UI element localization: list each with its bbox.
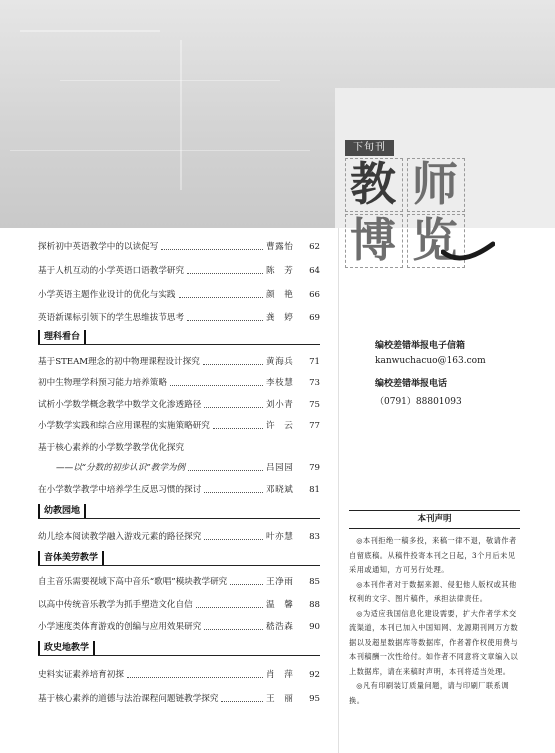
toc-entry-title: 基于核心素养的小学数学教学优化探究 <box>38 443 185 453</box>
toc-entry-title: 基于STEAM理念的初中物理课程设计探究 <box>38 357 200 367</box>
logo-char-3: 博 <box>350 213 396 267</box>
section-header-preschool <box>38 503 86 519</box>
toc-entry-author: 王 丽 <box>266 694 294 704</box>
toc-entry-page: 83 <box>309 532 320 542</box>
section-header-science <box>38 329 86 345</box>
toc-entry-author: 曹露怡 <box>266 242 294 252</box>
toc-entry-page: 62 <box>309 242 320 252</box>
toc-entry[interactable] <box>38 417 320 435</box>
statement-body <box>349 534 520 708</box>
toc-entry-title: 幼儿绘本阅读教学融入游戏元素的路径探究 <box>38 532 202 542</box>
statement-paragraph: ◎为适应我国信息化建设需要，扩大作者学术交流渠道，本刊已加入中国知网、龙源期刊网万方数据以及超星数据库等数据库，作者著作权使用费与本刊稿酬一次性给付。如作者不同意将文章编入以上数据库，请在来稿时声明，本刊将适当处理。 <box>349 608 519 676</box>
toc-entry[interactable] <box>38 618 320 636</box>
toc-entry-title: 基于核心素养的道德与法治课程问题链教学探究 <box>38 694 219 704</box>
toc-entry[interactable] <box>38 262 320 280</box>
toc-entry-title: 小学英语主题作业设计的优化与实践 <box>38 290 176 300</box>
section-title: 音体美劳教学 <box>38 551 104 565</box>
statement-paragraph: ◎本刊拒绝一稿多投，来稿一律不退，敬请作者自留底稿。从稿件投寄本刊之日起，3个月后未见采用或通知，方可另行处理。 <box>349 536 517 574</box>
section-title: 理科看台 <box>38 330 86 344</box>
statement-title-rule <box>349 528 520 529</box>
toc-entry-page: 69 <box>309 313 320 323</box>
statement-title: 本刊声明 <box>417 514 452 524</box>
journal-statement <box>349 510 520 743</box>
section-header-politics-history-geography <box>38 640 95 656</box>
section-header-arts <box>38 550 104 566</box>
toc-entry[interactable] <box>38 309 320 327</box>
toc-entry[interactable] <box>38 286 320 304</box>
toc-entry[interactable] <box>38 528 320 546</box>
toc-entry-author: 肖 萍 <box>266 670 294 680</box>
toc-entry-author: 王净雨 <box>266 577 294 587</box>
toc-entry-author: 温 馨 <box>266 600 294 610</box>
toc-entry[interactable] <box>38 481 320 499</box>
toc-entry-author: 李枝慧 <box>266 378 294 388</box>
toc-entry-page: 95 <box>309 694 320 704</box>
toc-entry-page: 81 <box>309 485 320 495</box>
toc-entry-title: 初中生物理学科预习能力培养策略 <box>38 378 167 388</box>
toc-entry[interactable] <box>38 573 320 591</box>
toc-entry-author: 刘小青 <box>266 400 294 410</box>
toc-entry-subtitle[interactable] <box>38 459 320 477</box>
section-title: 幼教园地 <box>38 504 86 518</box>
issue-tag <box>345 140 394 156</box>
logo-char-1: 教 <box>350 157 396 211</box>
toc-entry[interactable] <box>38 666 320 684</box>
toc-entry-author: 嵇浩森 <box>266 622 294 632</box>
toc-entry-author: 颜 艳 <box>266 290 294 300</box>
column-divider <box>338 228 339 753</box>
toc-entry[interactable] <box>38 439 320 457</box>
toc-entry-title: 试析小学数学概念教学中数学文化渗透路径 <box>38 400 202 410</box>
toc-entry-page: 85 <box>309 577 320 587</box>
logo-char-2: 师 <box>412 157 458 211</box>
toc-entry-page: 90 <box>309 622 320 632</box>
toc-entry[interactable] <box>38 353 320 371</box>
toc-entry-author: 邓晓斌 <box>266 485 294 495</box>
toc-entry-page: 71 <box>309 357 320 367</box>
toc-entry-title: 英语新课标引领下的学生思维拔节思考 <box>38 313 185 323</box>
toc-entry-author: 黄海兵 <box>266 357 294 367</box>
toc-entry-title: 小学速度类体育游戏的创编与应用效果研究 <box>38 622 202 632</box>
toc-entry-author: 叶亦慧 <box>266 532 294 542</box>
toc-entry-title: 小学数学实践和综合应用课程的实施策略研究 <box>38 421 210 431</box>
toc-entry-page: 92 <box>309 670 320 680</box>
toc-entry[interactable] <box>38 690 320 708</box>
toc-entry[interactable] <box>38 396 320 414</box>
toc-entry-page: 88 <box>309 600 320 610</box>
toc-entry-page: 75 <box>309 400 320 410</box>
statement-top-rule <box>349 510 520 511</box>
toc-entry-title: 自主音乐需要视域下高中音乐“歌唱”模块教学研究 <box>38 577 228 587</box>
phone-number: （0791）88801093 <box>375 397 462 407</box>
toc-entry-author: 许 云 <box>266 421 294 431</box>
magazine-logo <box>345 140 495 270</box>
toc-entry-page: 79 <box>309 463 320 473</box>
toc-entry[interactable] <box>38 596 320 614</box>
toc-entry[interactable] <box>38 238 320 256</box>
toc-entry-page: 73 <box>309 378 320 388</box>
statement-paragraph: ◎凡有印刷装订质量问题，请与印刷厂联系调换。 <box>349 681 510 705</box>
issue-tag-text: 下旬刊 <box>353 142 386 153</box>
toc-entry-title: 探析初中英语教学中的以读促写 <box>38 242 159 252</box>
toc-entry-title: 在小学数学教学中培养学生反思习惯的探讨 <box>38 485 202 495</box>
toc-entry-page: 77 <box>309 421 320 431</box>
toc-entry-author: 龚 婷 <box>266 313 294 323</box>
statement-paragraph: ◎本刊作者对于数据来源、侵犯他人版权或其他权利的文字、图片稿件，承担法律责任。 <box>349 579 517 603</box>
logo-char-4: 览 <box>412 213 458 267</box>
toc-entry-title: 基于人机互动的小学英语口语教学研究 <box>38 266 185 276</box>
email-address[interactable]: kanwuchacuo@163.com <box>375 356 486 366</box>
brush-swash-icon <box>441 238 495 262</box>
toc-entry-author: 陈 芳 <box>266 266 294 276</box>
toc-entry-title: 史料实证素养培育初探 <box>38 670 124 680</box>
email-label: 编校差错举报电子信箱 <box>375 341 466 351</box>
toc-entry-author: 吕园园 <box>266 463 294 473</box>
phone-label: 编校差错举报电话 <box>375 379 448 389</box>
toc-entry[interactable] <box>38 374 320 392</box>
section-title: 政史地教学 <box>38 641 95 655</box>
toc-entry-page: 66 <box>309 290 320 300</box>
toc-entry-page: 64 <box>309 266 320 276</box>
toc-entry-title: 以高中传统音乐教学为抓手塑造文化自信 <box>38 600 193 610</box>
toc-entry-title: ——以“分数的初步认识”教学为例 <box>56 463 186 473</box>
